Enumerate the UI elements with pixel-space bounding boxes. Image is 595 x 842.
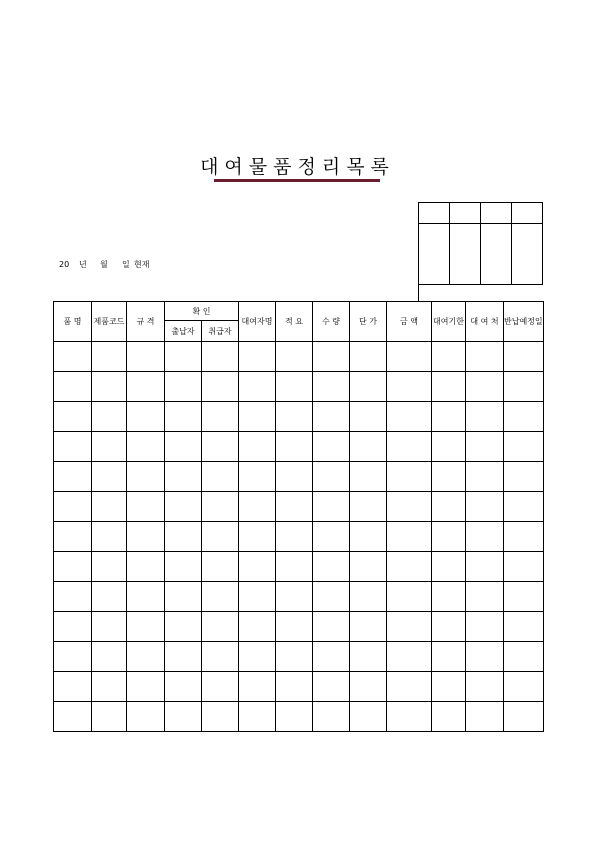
table-cell[interactable] [432,462,466,492]
table-cell[interactable] [54,612,92,642]
table-cell[interactable] [239,702,276,732]
table-cell[interactable] [432,672,466,702]
table-cell[interactable] [350,582,387,612]
table-cell[interactable] [350,552,387,582]
table-cell[interactable] [127,342,165,372]
table-cell[interactable] [504,582,544,612]
table-cell[interactable] [276,372,313,402]
table-cell[interactable] [165,402,202,432]
table-cell[interactable] [165,702,202,732]
table-cell[interactable] [127,402,165,432]
approval-head-cell [481,203,512,224]
table-cell[interactable] [504,702,544,732]
table-cell[interactable] [202,492,239,522]
table-cell[interactable] [350,702,387,732]
table-cell[interactable] [127,672,165,702]
table-cell[interactable] [350,432,387,462]
table-row [54,552,544,582]
table-cell[interactable] [165,492,202,522]
table-cell[interactable] [54,432,92,462]
table-cell[interactable] [313,582,350,612]
table-row [54,522,544,552]
table-cell[interactable] [313,522,350,552]
table-cell[interactable] [54,372,92,402]
table-cell[interactable] [165,612,202,642]
table-cell[interactable] [504,552,544,582]
table-cell[interactable] [387,702,432,732]
table-cell[interactable] [92,552,127,582]
table-cell[interactable] [276,672,313,702]
table-cell[interactable] [276,492,313,522]
table-cell[interactable] [54,402,92,432]
table-cell[interactable] [350,342,387,372]
table-cell[interactable] [432,432,466,462]
table-cell[interactable] [165,522,202,552]
table-row [54,582,544,612]
table-cell[interactable] [127,462,165,492]
table-cell[interactable] [202,432,239,462]
table-cell[interactable] [350,672,387,702]
date-line [59,259,149,270]
table-cell[interactable] [202,552,239,582]
approval-head-cell [512,203,543,224]
table-cell[interactable] [165,342,202,372]
table-cell[interactable] [165,642,202,672]
header-spec: 규 격 [127,302,165,342]
table-cell[interactable] [54,342,92,372]
table-cell[interactable] [239,582,276,612]
approval-sign-cell [512,224,543,285]
table-cell[interactable] [387,672,432,702]
table-cell[interactable] [165,432,202,462]
table-cell[interactable] [92,432,127,462]
table-row [54,702,544,732]
table-cell[interactable] [276,702,313,732]
header-borrower: 대여자명 [239,302,276,342]
header-product-code: 제품코드 [92,302,127,342]
table-cell[interactable] [54,582,92,612]
table-cell[interactable] [202,642,239,672]
table-cell[interactable] [202,342,239,372]
table-cell[interactable] [504,462,544,492]
header-quantity: 수 량 [313,302,350,342]
table-cell[interactable] [202,372,239,402]
table-cell[interactable] [350,642,387,672]
table-cell[interactable] [432,552,466,582]
table-cell[interactable] [276,402,313,432]
table-cell[interactable] [239,372,276,402]
table-cell[interactable] [313,402,350,432]
table-cell[interactable] [432,372,466,402]
header-confirm: 확 인 [165,302,239,321]
table-cell[interactable] [239,672,276,702]
header-rental-period: 대여기한 [432,302,466,342]
title-underline [214,179,380,182]
table-cell[interactable] [466,642,504,672]
header-lender: 대 여 처 [466,302,504,342]
header-confirm-out: 출납자 [165,321,202,342]
table-cell[interactable] [202,672,239,702]
table-row [54,372,544,402]
table-cell[interactable] [276,432,313,462]
table-cell[interactable] [276,612,313,642]
table-cell[interactable] [432,612,466,642]
table-cell[interactable] [466,522,504,552]
table-cell[interactable] [466,612,504,642]
table-cell[interactable] [54,492,92,522]
header-summary: 적 요 [276,302,313,342]
approval-footer-area [418,283,543,302]
table-cell[interactable] [432,492,466,522]
table-row [54,672,544,702]
table-cell[interactable] [466,552,504,582]
table-cell[interactable] [504,642,544,672]
table-row [54,612,544,642]
table-cell[interactable] [313,552,350,582]
table-cell[interactable] [466,672,504,702]
table-cell[interactable] [165,552,202,582]
table-cell[interactable] [127,642,165,672]
table-cell[interactable] [239,642,276,672]
header-unit-price: 단 가 [350,302,387,342]
header-return-date: 반납예정일 [504,302,544,342]
table-cell[interactable] [127,582,165,612]
table-cell[interactable] [504,522,544,552]
table-cell[interactable] [504,492,544,522]
table-cell[interactable] [239,612,276,642]
table-cell[interactable] [127,522,165,552]
table-cell[interactable] [127,612,165,642]
table-cell[interactable] [466,702,504,732]
current-label: 현재 [134,260,150,269]
table-cell[interactable] [54,552,92,582]
table-cell[interactable] [350,462,387,492]
table-cell[interactable] [92,402,127,432]
table-cell[interactable] [313,342,350,372]
table-cell[interactable] [387,372,432,402]
table-cell[interactable] [466,492,504,522]
table-cell[interactable] [276,552,313,582]
table-cell[interactable] [239,402,276,432]
table-cell[interactable] [92,342,127,372]
table-cell[interactable] [313,702,350,732]
table-cell[interactable] [239,432,276,462]
table-cell[interactable] [165,372,202,402]
approval-sign-cell [419,224,450,285]
table-cell[interactable] [239,552,276,582]
table-cell[interactable] [127,432,165,462]
table-cell[interactable] [202,582,239,612]
header-amount: 금 액 [387,302,432,342]
table-cell[interactable] [466,432,504,462]
table-cell[interactable] [127,552,165,582]
table-cell[interactable] [92,702,127,732]
table-cell[interactable] [54,462,92,492]
table-cell[interactable] [504,402,544,432]
table-cell[interactable] [92,522,127,552]
table-cell[interactable] [504,672,544,702]
table-cell[interactable] [387,612,432,642]
table-cell[interactable] [387,402,432,432]
table-cell[interactable] [239,342,276,372]
table-cell[interactable] [54,702,92,732]
table-cell[interactable] [54,522,92,552]
table-cell[interactable] [504,342,544,372]
table-cell[interactable] [313,492,350,522]
table-cell[interactable] [202,402,239,432]
table-cell[interactable] [387,522,432,552]
table-cell[interactable] [504,612,544,642]
table-cell[interactable] [466,342,504,372]
day-label: 일 [122,260,130,269]
table-cell[interactable] [313,462,350,492]
table-cell[interactable] [466,372,504,402]
approval-head-cell [450,203,481,224]
document-title: 대여물품정리목록 [200,156,395,178]
table-cell[interactable] [276,522,313,552]
table-cell[interactable] [313,612,350,642]
table-cell[interactable] [432,402,466,432]
table-cell[interactable] [165,582,202,612]
table-cell[interactable] [387,552,432,582]
table-cell[interactable] [466,582,504,612]
table-row [54,462,544,492]
table-cell[interactable] [92,492,127,522]
table-cell[interactable] [92,462,127,492]
year-prefix: 20 [59,260,70,269]
table-cell[interactable] [387,642,432,672]
table-cell[interactable] [127,492,165,522]
table-cell[interactable] [92,612,127,642]
table-cell[interactable] [276,642,313,672]
approval-box [418,202,543,285]
table-cell[interactable] [239,462,276,492]
table-cell[interactable] [387,462,432,492]
table-cell[interactable] [276,582,313,612]
table-cell[interactable] [239,492,276,522]
table-row [54,432,544,462]
table-cell[interactable] [350,402,387,432]
header-item: 품 명 [54,302,92,342]
table-cell[interactable] [165,462,202,492]
table-cell[interactable] [350,492,387,522]
approval-head-cell [419,203,450,224]
table-cell[interactable] [239,522,276,552]
table-cell[interactable] [92,672,127,702]
table-cell[interactable] [54,672,92,702]
table-cell[interactable] [202,612,239,642]
table-cell[interactable] [466,402,504,432]
table-row [54,642,544,672]
table-cell[interactable] [432,702,466,732]
table-cell[interactable] [432,342,466,372]
header-confirm-handler: 취급자 [202,321,239,342]
table-row [54,492,544,522]
table-cell[interactable] [432,642,466,672]
approval-sign-cell [450,224,481,285]
table-cell[interactable] [466,462,504,492]
table-row [54,402,544,432]
table-cell[interactable] [387,582,432,612]
year-label: 년 [79,260,87,269]
table-cell[interactable] [432,582,466,612]
table-cell[interactable] [127,702,165,732]
table-cell[interactable] [313,432,350,462]
table-cell[interactable] [313,672,350,702]
table-cell[interactable] [54,642,92,672]
table-cell[interactable] [504,372,544,402]
table-cell[interactable] [313,372,350,402]
table-cell[interactable] [350,522,387,552]
month-label: 월 [100,260,108,269]
table-cell[interactable] [92,642,127,672]
table-cell[interactable] [387,492,432,522]
table-cell[interactable] [350,612,387,642]
approval-sign-cell [481,224,512,285]
table-cell[interactable] [127,372,165,402]
table-cell[interactable] [432,522,466,552]
table-cell[interactable] [276,342,313,372]
table-cell[interactable] [276,462,313,492]
table-cell[interactable] [350,372,387,402]
table-cell[interactable] [92,582,127,612]
table-cell[interactable] [504,432,544,462]
table-cell[interactable] [92,372,127,402]
table-cell[interactable] [202,522,239,552]
table-cell[interactable] [202,462,239,492]
table-cell[interactable] [313,642,350,672]
table-cell[interactable] [387,432,432,462]
table-cell[interactable] [165,672,202,702]
table-cell[interactable] [387,342,432,372]
table-row [54,342,544,372]
rental-items-table [53,301,544,732]
table-cell[interactable] [202,702,239,732]
